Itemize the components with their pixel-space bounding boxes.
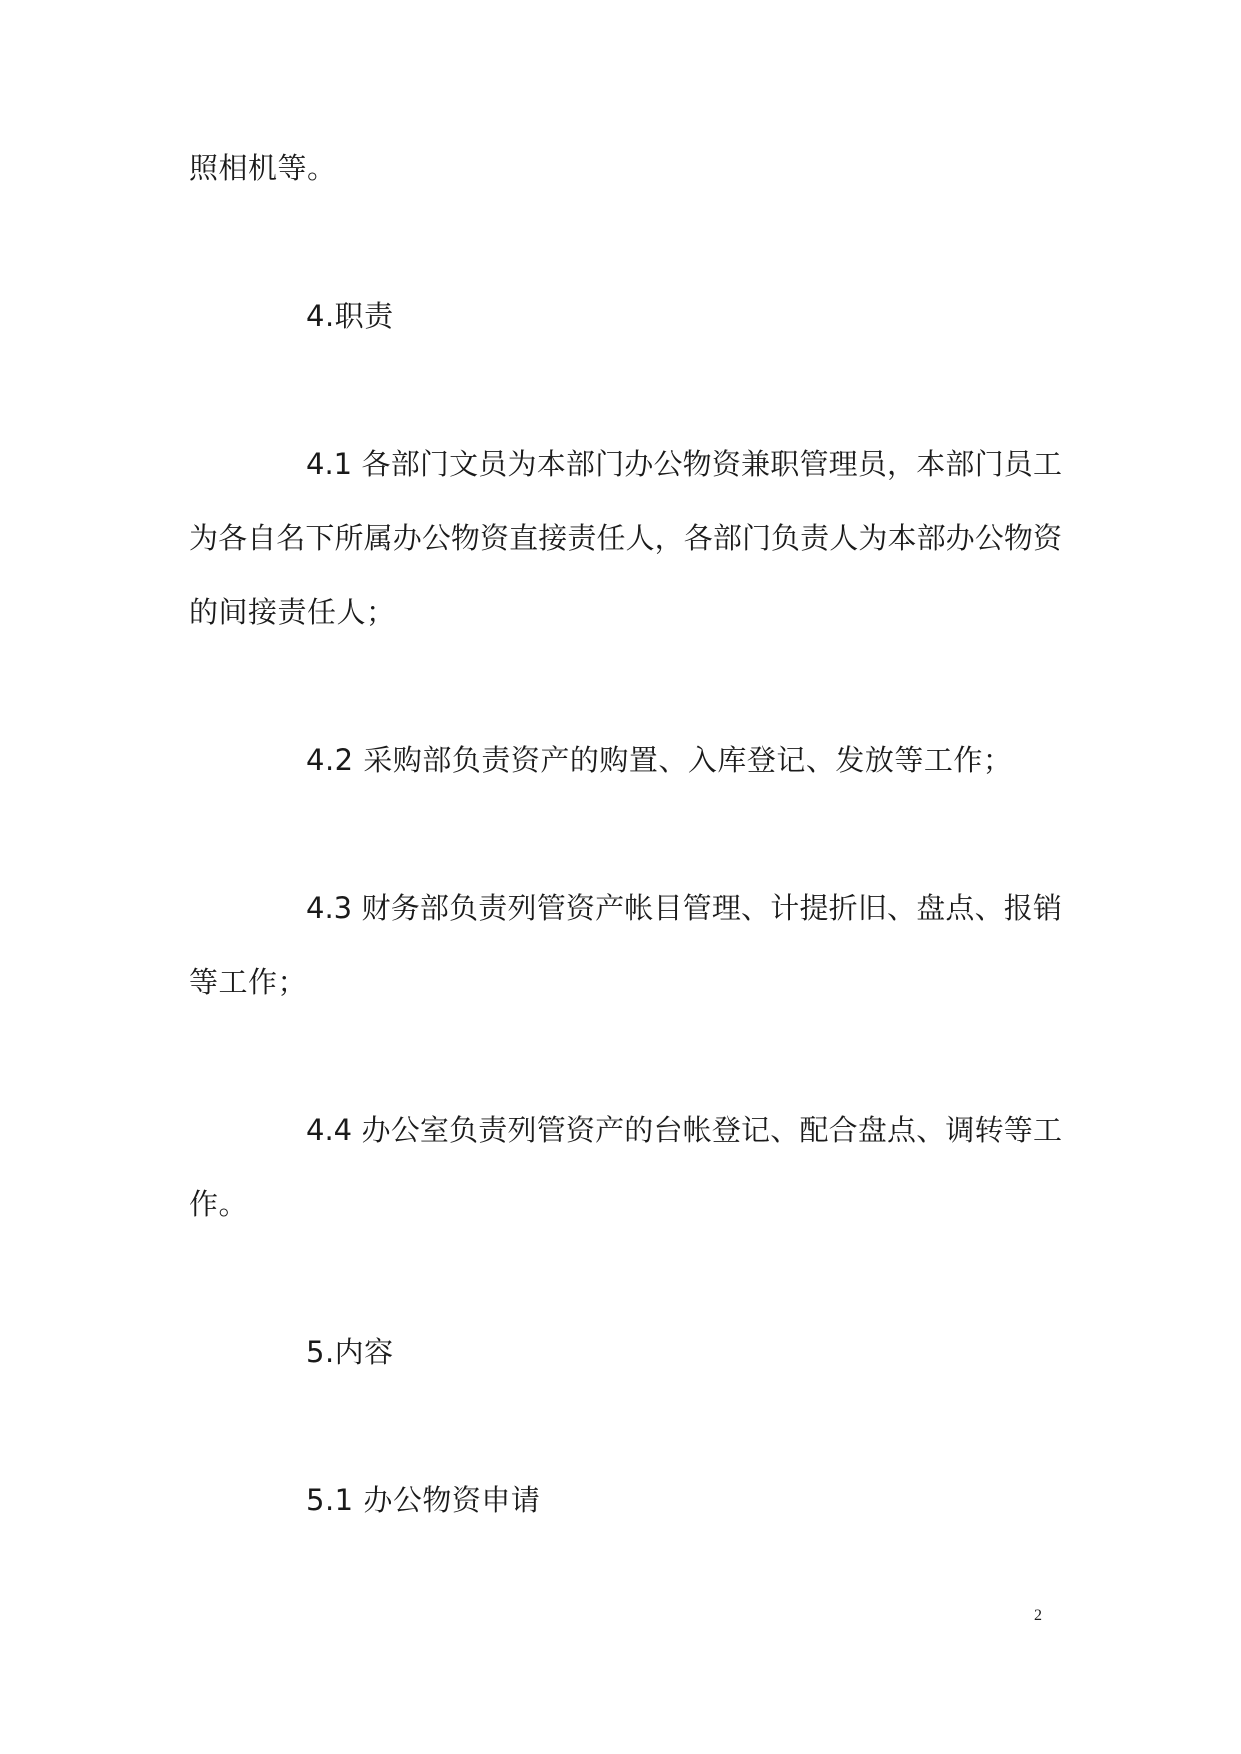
paragraph-4-3-line-2: 等工作； (189, 965, 308, 999)
subsection-heading-5-1: 5.1 办公物资申请 (306, 1483, 541, 1517)
paragraph-4-4-line-1: 4.4 办公室负责列管资产的台帐登记、配合盘点、调转等工 (306, 1113, 1062, 1147)
paragraph-4-1-line-2: 为各自名下所属办公物资直接责任人，各部门负责人为本部办公物资 (189, 521, 1062, 555)
section-heading-5: 5.内容 (306, 1335, 394, 1369)
paragraph-4-1-line-1: 4.1 各部门文员为本部门办公物资兼职管理员，本部门员工 (306, 447, 1062, 481)
paragraph-4-4-line-2: 作。 (189, 1187, 249, 1221)
section-heading-4: 4.职责 (306, 299, 394, 333)
paragraph-4-2: 4.2 采购部负责资产的购置、入库登记、发放等工作； (306, 743, 1013, 777)
paragraph-4-3-line-1: 4.3 财务部负责列管资产帐目管理、计提折旧、盘点、报销 (306, 891, 1062, 925)
page-number: 2 (1034, 1607, 1042, 1624)
paragraph-4-1-line-3: 的间接责任人； (189, 595, 396, 629)
text-line-continuation: 照相机等。 (189, 151, 337, 185)
